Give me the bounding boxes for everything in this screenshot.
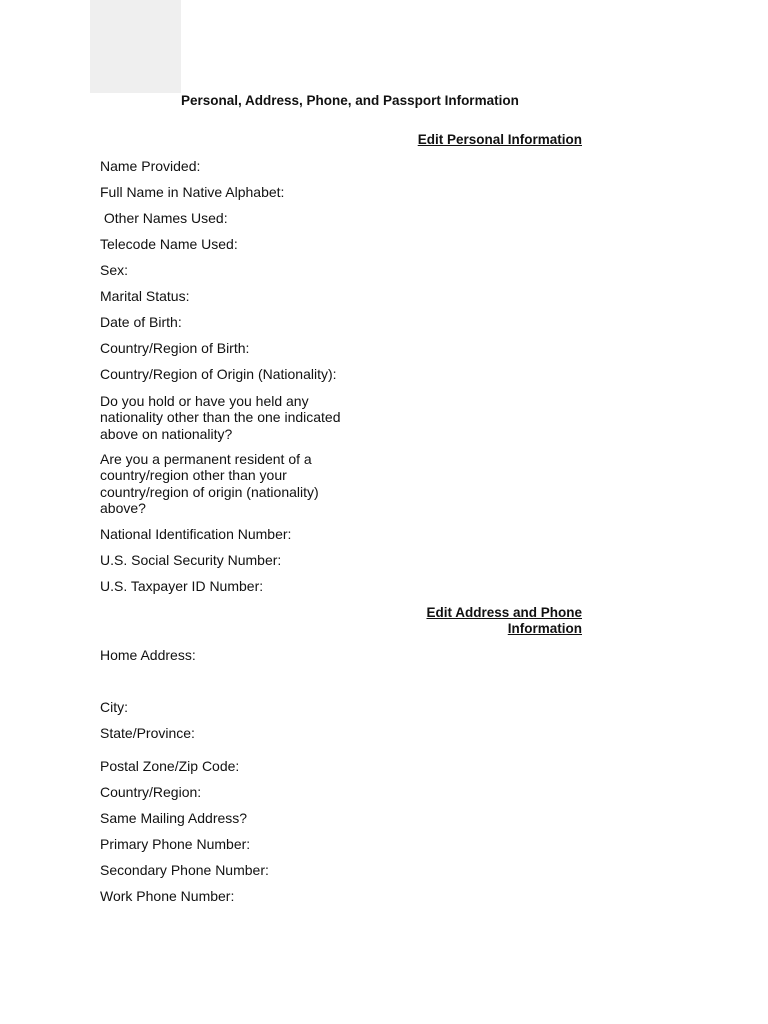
field-national-id: National Identification Number:	[100, 526, 292, 542]
field-telecode-name: Telecode Name Used:	[100, 236, 238, 252]
page-title: Personal, Address, Phone, and Passport Information	[181, 93, 519, 108]
field-permanent-resident-question: Are you a permanent resident of a country/region other than your country/region of origin (nationality) above?	[100, 451, 319, 516]
field-postal-code: Postal Zone/Zip Code:	[100, 758, 240, 774]
field-nationality: Country/Region of Origin (Nationality):	[100, 366, 337, 382]
field-work-phone: Work Phone Number:	[100, 888, 235, 904]
image-placeholder	[90, 0, 181, 93]
field-primary-phone: Primary Phone Number:	[100, 836, 251, 852]
field-city: City:	[100, 699, 128, 715]
field-marital-status: Marital Status:	[100, 288, 190, 304]
field-date-of-birth: Date of Birth:	[100, 314, 182, 330]
field-country-region: Country/Region:	[100, 784, 202, 800]
field-secondary-phone: Secondary Phone Number:	[100, 862, 269, 878]
field-home-address: Home Address:	[100, 647, 196, 663]
field-sex: Sex:	[100, 262, 129, 278]
field-same-mailing-address: Same Mailing Address?	[100, 810, 248, 826]
field-other-names: Other Names Used:	[100, 210, 228, 226]
field-ssn: U.S. Social Security Number:	[100, 552, 282, 568]
field-taxpayer-id: U.S. Taxpayer ID Number:	[100, 578, 264, 594]
edit-personal-info-link[interactable]: Edit Personal Information	[417, 132, 582, 147]
field-country-of-birth: Country/Region of Birth:	[100, 340, 250, 356]
field-name-provided: Name Provided:	[100, 158, 201, 174]
edit-address-phone-link[interactable]: Edit Address and Phone Information	[426, 605, 582, 636]
field-native-name: Full Name in Native Alphabet:	[100, 184, 285, 200]
field-other-nationality-question: Do you hold or have you held any nationality other than the one indicated above on nationality?	[100, 393, 341, 442]
field-state-province: State/Province:	[100, 725, 195, 741]
